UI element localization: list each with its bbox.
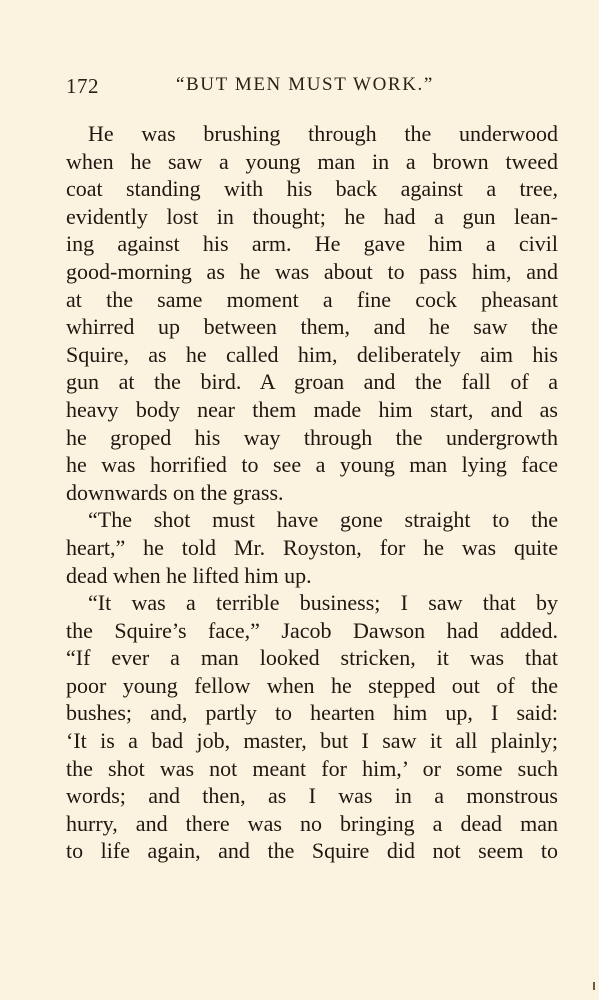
text-line: hurry, and there was no bringing a dead man — [66, 810, 558, 836]
text-line: “The shot must have gone straight to the — [88, 507, 558, 533]
text-line: to life again, and the Squire did not seem to — [66, 838, 558, 864]
text-line: the shot was not meant for him,’ or some such — [66, 755, 558, 781]
text-line: Squire, as he called him, deliberately aim his — [66, 341, 558, 367]
text-line: he was horrified to see a young man lying face — [66, 452, 558, 478]
text-line: downwards on the grass. — [66, 479, 284, 505]
text-line: dead when he lifted him up. — [66, 562, 312, 588]
text-line: ‘It is a bad job, master, but I saw it all plainly; — [66, 728, 558, 754]
text-line: gun at the bird. A groan and the fall of a — [66, 369, 558, 395]
text-line: good-morning as he was about to pass him, and — [66, 258, 558, 284]
text-line: evidently lost in thought; he had a gun lean- — [66, 203, 558, 229]
text-line: He was brushing through the underwood — [88, 121, 558, 146]
text-line: “If ever a man looked stricken, it was that — [66, 645, 558, 671]
text-line: coat standing with his back against a tree, — [66, 176, 558, 202]
text-line: words; and then, as I was in a monstrous — [66, 783, 558, 809]
body-text — [66, 120, 558, 865]
page-number: 172 — [66, 74, 99, 98]
text-line: at the same moment a fine cock pheasant — [66, 286, 558, 312]
text-line: “It was a terrible business; I saw that by — [88, 590, 558, 616]
text-line: heavy body near them made him start, and as — [66, 396, 558, 422]
text-line: bushes; and, partly to hearten him up, I said: — [66, 700, 558, 726]
text-line: poor young fellow when he stepped out of the — [66, 672, 558, 698]
chapter-title: “BUT MEN MUST WORK.” — [176, 74, 434, 95]
text-line: he groped his way through the undergrowth — [66, 424, 558, 450]
text-line: the Squire’s face,” Jacob Dawson had added. — [66, 617, 558, 643]
running-head — [66, 74, 546, 106]
text-line: when he saw a young man in a brown tweed — [66, 148, 558, 174]
page-edge-mark — [593, 982, 595, 990]
text-line: heart,” he told Mr. Royston, for he was quite — [66, 534, 558, 560]
text-line: ing against his arm. He gave him a civil — [66, 231, 558, 257]
text-line: whirred up between them, and he saw the — [66, 314, 558, 340]
